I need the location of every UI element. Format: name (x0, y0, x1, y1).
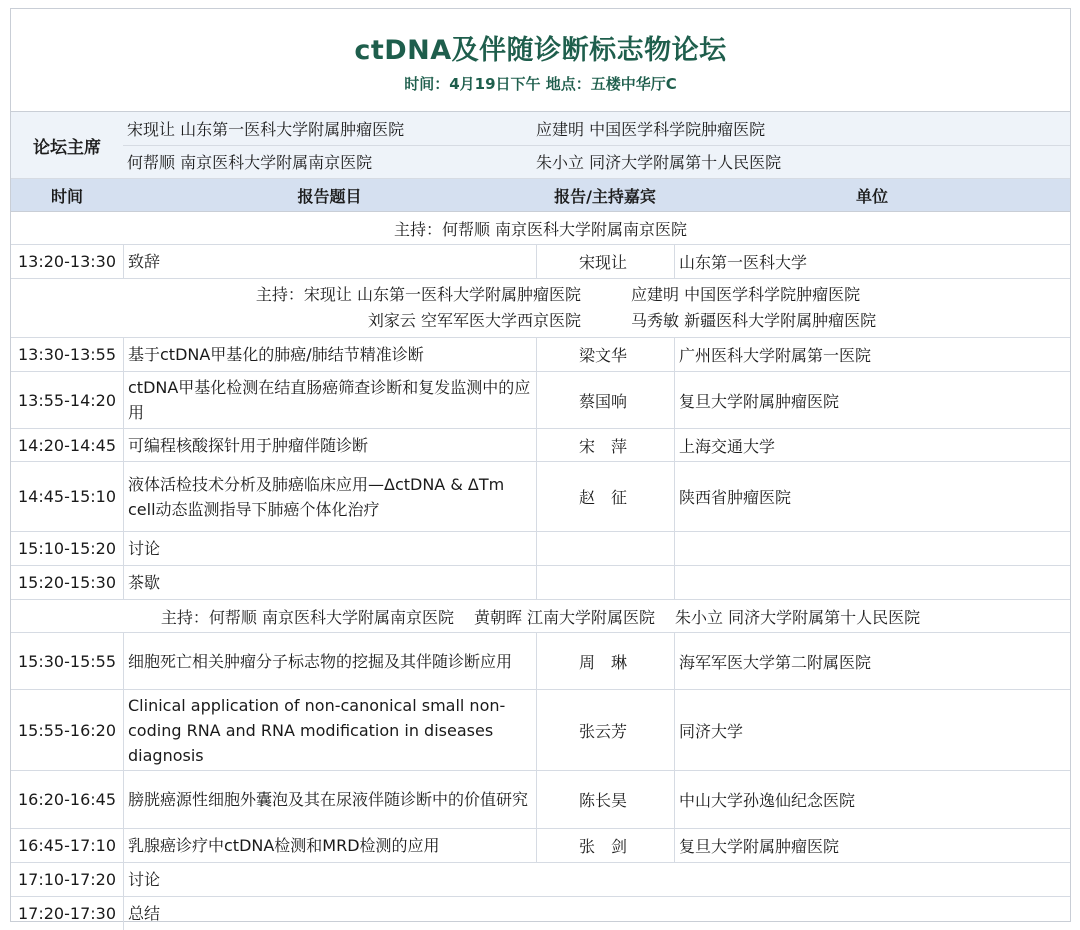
table-row (11, 633, 1070, 690)
time-cell: 13:55-14:20 (18, 390, 116, 410)
speaker-cell (536, 566, 674, 599)
host-text: 朱小立 同济大学附属第十人民医院 (675, 607, 921, 627)
col-speaker-header: 报告/主持嘉宾 (554, 186, 656, 206)
speaker-cell: 宋 萍 (536, 429, 674, 461)
speaker-cell: 张云芳 (536, 690, 674, 770)
unit-cell: 山东第一医科大学 (674, 245, 1070, 278)
chair-entry: 宋现让 山东第一医科大学附属肿瘤医院 (127, 119, 405, 139)
host-text: 主持：宋现让 山东第一医科大学附属肿瘤医院 (255, 285, 581, 304)
host-text: 应建明 中国医学科学院肿瘤医院 (631, 285, 861, 304)
table-row (11, 690, 1070, 771)
speaker-cell: 周 琳 (536, 633, 674, 689)
host-row (11, 600, 1070, 633)
table-row (11, 566, 1070, 600)
time-cell: 17:10-17:20 (18, 870, 116, 889)
topic-cell: 膀胱癌源性细胞外囊泡及其在尿液伴随诊断中的价值研究 (123, 771, 536, 828)
unit-cell: 复旦大学附属肿瘤医院 (674, 829, 1070, 862)
unit-cell: 海军军医大学第二附属医院 (674, 633, 1070, 689)
chair-entry: 何帮顺 南京医科大学附属南京医院 (127, 153, 373, 173)
topic-cell: Clinical application of non-canonical small non-coding RNA and RNA modification in diseases diagnosis (123, 690, 536, 770)
topic-cell: ctDNA甲基化检测在结直肠癌筛查诊断和复发监测中的应用 (123, 372, 536, 428)
table-row (11, 245, 1070, 279)
speaker-cell: 张 剑 (536, 829, 674, 862)
forum-chairs (11, 112, 1070, 179)
time-cell: 15:10-15:20 (18, 539, 116, 558)
chairs-label: 论坛主席 (33, 137, 101, 158)
host-text: 马秀敏 新疆医科大学附属肿瘤医院 (631, 311, 877, 330)
table-row (11, 532, 1070, 566)
table-row (11, 863, 1070, 897)
time-cell: 15:20-15:30 (18, 573, 116, 592)
agenda-sheet (10, 8, 1071, 922)
speaker-cell: 陈长昊 (536, 771, 674, 828)
host-text: 黄朝晖 江南大学附属医院 (473, 607, 656, 627)
speaker-cell: 梁文华 (536, 338, 674, 371)
unit-cell: 复旦大学附属肿瘤医院 (674, 372, 1070, 428)
host-row (11, 212, 1070, 245)
time-cell: 16:20-16:45 (18, 790, 116, 809)
topic-cell: 讨论 (123, 532, 536, 565)
host-text: 主持：何帮顺 南京医科大学附属南京医院 (393, 219, 688, 239)
time-cell: 15:55-16:20 (18, 720, 116, 740)
agenda-header (11, 9, 1070, 112)
unit-cell: 广州医科大学附属第一医院 (674, 338, 1070, 371)
host-text: 主持：何帮顺 南京医科大学附属南京医院 (160, 607, 454, 627)
time-cell: 14:20-14:45 (18, 435, 116, 455)
speaker-cell: 赵 征 (536, 462, 674, 531)
time-cell: 13:30-13:55 (18, 345, 116, 364)
table-row (11, 829, 1070, 863)
table-row (11, 429, 1070, 462)
time-cell: 16:45-17:10 (18, 836, 116, 855)
chair-entry: 朱小立 同济大学附属第十人民医院 (536, 153, 782, 173)
topic-cell: 乳腺癌诊疗中ctDNA检测和MRD检测的应用 (123, 829, 536, 862)
topic-cell: 基于ctDNA甲基化的肺癌/肺结节精准诊断 (123, 338, 536, 371)
unit-cell: 上海交通大学 (674, 429, 1070, 461)
col-time-header: 时间 (50, 186, 83, 206)
unit-cell: 陕西省肿瘤医院 (674, 462, 1070, 531)
topic-cell: 致辞 (123, 245, 536, 278)
unit-cell: 同济大学 (674, 690, 1070, 770)
time-location: 时间：4月19日下午 地点：五楼中华厅C (404, 75, 677, 93)
speaker-cell (536, 532, 674, 565)
table-row (11, 771, 1070, 829)
table-row (11, 372, 1070, 429)
table-row (11, 338, 1070, 372)
host-text: 刘家云 空军军医大学西京医院 (367, 311, 581, 330)
time-cell: 13:20-13:30 (18, 252, 116, 271)
unit-cell (674, 532, 1070, 565)
host-row (11, 279, 1070, 338)
unit-cell: 中山大学孙逸仙纪念医院 (674, 771, 1070, 828)
speaker-cell: 蔡国响 (536, 372, 674, 428)
topic-cell: 讨论 (123, 863, 1070, 896)
topic-cell: 液体活检技术分析及肺癌临床应用—ΔctDNA & ΔTm cell动态监测指导下肺癌个体化治疗 (123, 462, 536, 531)
topic-cell: 茶歇 (123, 566, 536, 599)
chair-entry: 应建明 中国医学科学院肿瘤医院 (536, 119, 766, 139)
col-topic-header: 报告题目 (297, 186, 362, 206)
column-headers (11, 179, 1070, 212)
topic-cell: 总结 (123, 897, 1070, 930)
time-cell: 17:20-17:30 (18, 904, 116, 923)
topic-cell: 细胞死亡相关肿瘤分子标志物的挖掘及其伴随诊断应用 (123, 633, 536, 689)
speaker-cell: 宋现让 (536, 245, 674, 278)
page-title: ctDNA及伴随诊断标志物论坛 (354, 35, 727, 66)
table-row (11, 462, 1070, 532)
time-cell: 15:30-15:55 (18, 651, 116, 671)
time-cell: 14:45-15:10 (18, 487, 116, 506)
unit-cell (674, 566, 1070, 599)
topic-cell: 可编程核酸探针用于肿瘤伴随诊断 (123, 429, 536, 461)
table-row (11, 897, 1070, 930)
col-unit-header: 单位 (855, 186, 888, 206)
